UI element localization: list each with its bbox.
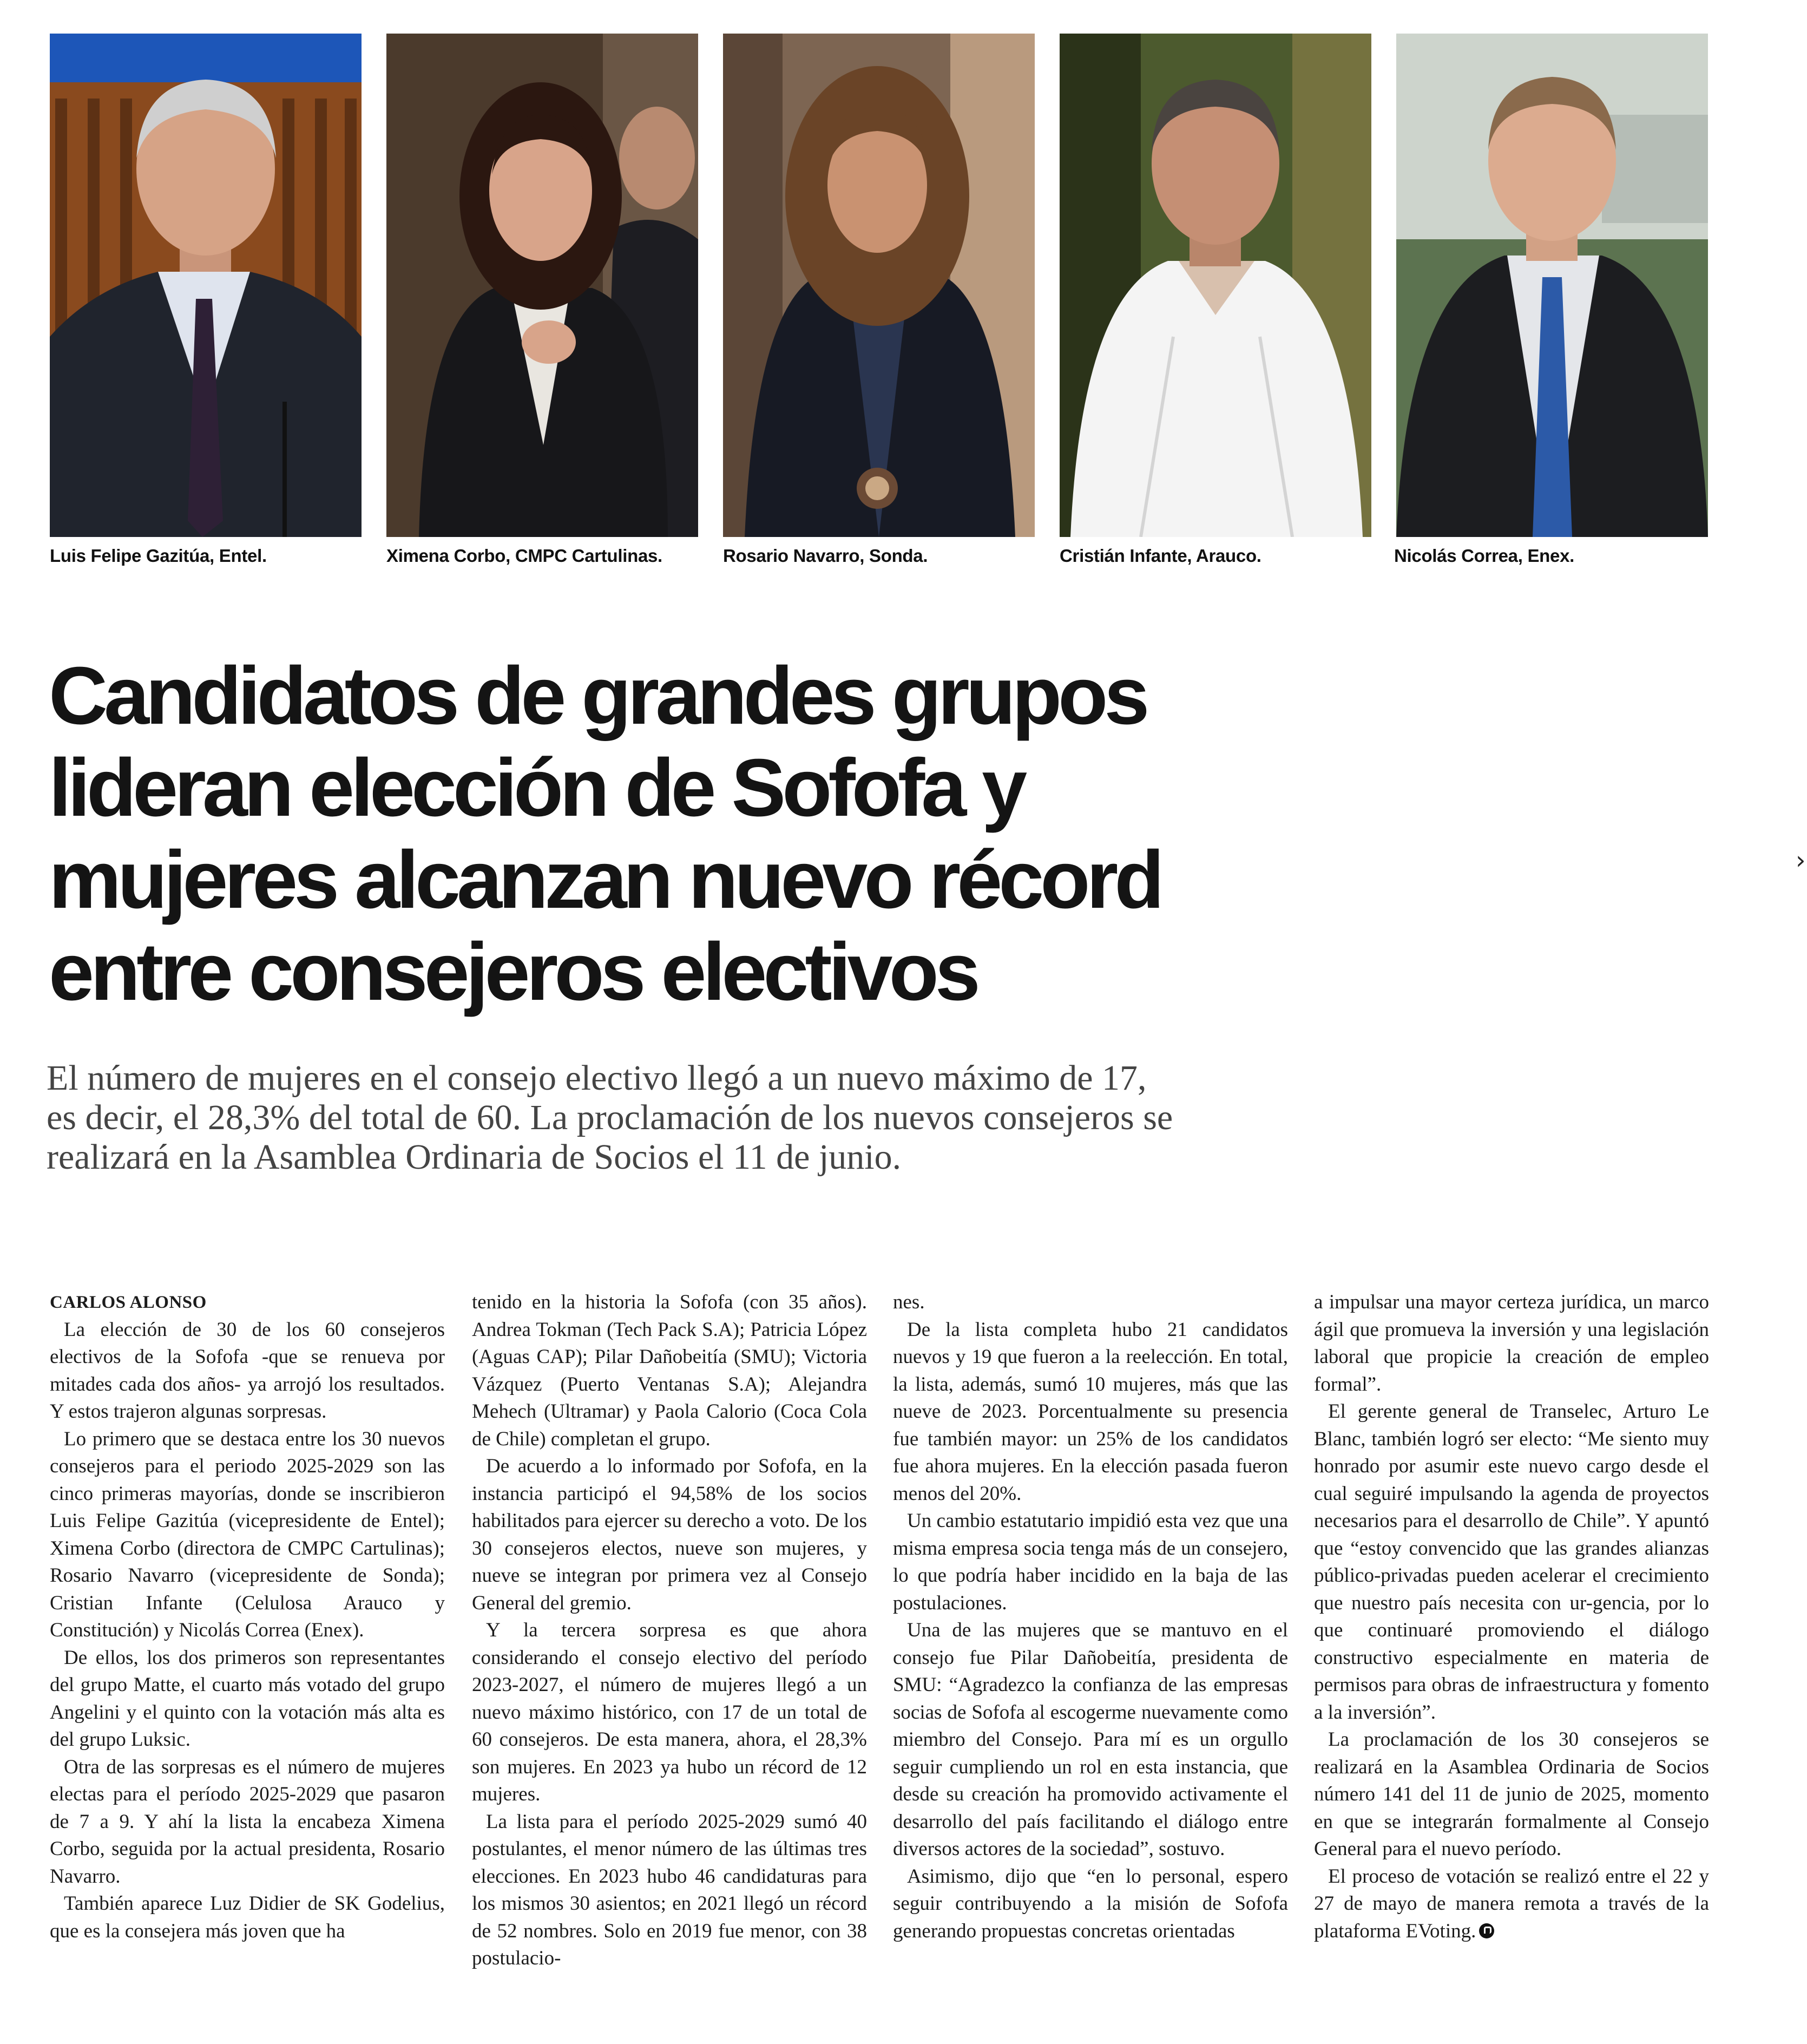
paragraph: También aparece Luz Didier de SK Godelius, que es la consejera más joven que ha [50, 1892, 445, 1942]
deck-line: realizará en la Asamblea Ordinaria de Socios el 11 de junio. [47, 1137, 902, 1177]
paragraph: De acuerdo a lo informado por Sofofa, en la instancia participó el 94,58% de los socios habilitados para ejercer su derecho a voto. De los 30 consejeros electos, nueve son mujeres, y nueve se integran por primera vez al Consejo General del gremio. [472, 1455, 867, 1614]
paragraph: De la lista completa hubo 21 candidatos nuevos y 19 que fueron a la reelección. En total, la lista, además, sumó 10 mujeres, más que las nueve de 2023. Porcentualmente su presencia fue también mayor: un 25% de los candidatos fue ahora mujeres. En la elección pasada fueron menos del 20%. [893, 1318, 1288, 1505]
article-column-1 [50, 1289, 445, 1945]
photo-luis-felipe-gazitua [50, 34, 362, 537]
paragraph: La proclamación de los 30 consejeros se realizará en la Asamblea Ordinaria de Socios número 141 del 11 de junio de 2025, momento en que se integrarán formalmente al Consejo General para el nuevo período. [1314, 1728, 1709, 1860]
paragraph: Otra de las sorpresas es el número de mujeres electas para el período 2025-2029 que pasaron de 7 a 9. Y ahí la lista la encabeza Ximena Corbo, seguida por la actual presidenta, Rosario Navarro. [50, 1755, 445, 1888]
paragraph: Lo primero que se destaca entre los 30 nuevos consejeros para el periodo 2025-2029 son las cinco primeras mayorías, donde se inscribieron Luis Felipe Gazitúa (vicepresidente de Entel); Ximena Corbo (directora de CMPC Cartulinas); Rosario Navarro (vicepresidente de Sonda); Cristian Infante (Celulosa Arauco y Constitución) y Nicolás Correa (Enex). [50, 1427, 445, 1641]
chevron-right-icon: › [1796, 846, 1806, 875]
portrait-image [386, 34, 698, 537]
headline-line: mujeres alcanzan nuevo récord [49, 834, 1161, 925]
paragraph: tenido en la historia la Sofofa (con 35 años). Andrea Tokman (Tech Pack S.A); Patricia López (Aguas CAP); Pilar Dañobeitía (SMU); Victoria Vázquez (Puerto Ventanas S.A); Alejandra Mehech (Ultramar) y Paola Calorio (Coca Cola de Chile) completan el grupo. [472, 1291, 867, 1450]
article-column-3 [893, 1289, 1288, 1945]
photo-caption: Cristián Infante, Arauco. [1060, 546, 1261, 566]
paragraph: nes. [893, 1291, 925, 1313]
portrait-image [1060, 34, 1371, 537]
article-column-2 [472, 1289, 867, 1973]
portrait-image [50, 34, 362, 537]
headline-line: lideran elección de Sofofa y [49, 742, 1024, 833]
photo-caption: Luis Felipe Gazitúa, Entel. [50, 546, 267, 566]
paragraph: Y la tercera sorpresa es que ahora considerando el consejo electivo del período 2023-2027, el número de mujeres llegó a un nuevo máximo histórico, con 17 de un total de 60 consejeros. De esta manera, ahora, el 28,3% son mujeres. En 2023 ya hubo un récord de 12 mujeres. [472, 1619, 867, 1805]
deck [47, 1058, 1291, 1177]
end-of-article-icon [1479, 1923, 1494, 1938]
paragraph: La elección de 30 de los 60 consejeros electivos de la Sofofa -que se renueva por mitades cada dos años- ya arrojó los resultados. Y estos trajeron algunas sorpresas. [50, 1318, 445, 1423]
paragraph: La lista para el período 2025-2029 sumó 40 postulantes, el menor número de las últimas tres elecciones. En 2023 hubo 46 candidaturas para los mismos 30 asientos; en 2021 llegó un récord de 52 nombres. Solo en 2019 fue menor, con 38 postulacio- [472, 1810, 867, 1969]
photo-caption: Rosario Navarro, Sonda. [723, 546, 928, 566]
photo-ximena-corbo [386, 34, 698, 537]
photo-caption: Nicolás Correa, Enex. [1394, 546, 1575, 566]
article-column-4 [1314, 1289, 1709, 1945]
paragraph: De ellos, los dos primeros son representantes del grupo Matte, el cuarto más votado del grupo Angelini y el quinto con la votación más alta es del grupo Luksic. [50, 1646, 445, 1751]
deck-line: El número de mujeres en el consejo electivo llegó a un nuevo máximo de 17, [47, 1058, 1147, 1098]
paragraph-text: El proceso de votación se realizó entre el 22 y 27 de mayo de manera remota a través de la plataforma EVoting. [1314, 1865, 1709, 1942]
headline [49, 650, 1293, 1018]
photo-rosario-navarro [723, 34, 1035, 537]
paragraph [1314, 1863, 1709, 1945]
photo-cristian-infante [1060, 34, 1371, 537]
photo-caption: Ximena Corbo, CMPC Cartulinas. [386, 546, 662, 566]
paragraph: Un cambio estatutario impidió esta vez que una misma empresa socia tenga más de un consejero, lo que podría haber incidido en la baja de las postulaciones. [893, 1510, 1288, 1614]
deck-line: es decir, el 28,3% del total de 60. La proclamación de los nuevos consejeros se [47, 1098, 1173, 1137]
paragraph: a impulsar una mayor certeza jurídica, un marco ágil que promueva la inversión y una legislación laboral que propicie la creación de empleo formal”. [1314, 1291, 1709, 1396]
photo-nicolas-correa [1396, 34, 1708, 537]
paragraph: Una de las mujeres que se mantuvo en el consejo fue Pilar Dañobeitía, presidenta de SMU: “Agradezco la confianza de las empresas socias de Sofofa al escogerme nuevamente como miembro del Consejo. Para mí es un orgullo seguir cumpliendo un rol en esta instancia, que desde su creación ha promovido activamente el desarrollo del país facilitando el diálogo entre diversos actores de la sociedad”, sostuvo. [893, 1619, 1288, 1860]
paragraph: El gerente general de Transelec, Arturo Le Blanc, también logró ser electo: “Me siento muy honrado por asumir este nuevo cargo desde el cual seguiré impulsando la agenda de proyectos necesarios para el desarrollo de Chile”. Y apuntó que “estoy convencido que las grandes alianzas público-privadas pueden acelerar el crecimiento que nuestro país necesita con ur-gencia, por lo que continuaré promoviendo el diálogo constructivo especialmente en materia de permisos para obras de infraestructura y fomento a la inversión”. [1314, 1400, 1709, 1724]
headline-line: entre consejeros electivos [49, 926, 977, 1017]
portrait-image [723, 34, 1035, 537]
headline-line: Candidatos de grandes grupos [49, 650, 1146, 741]
byline: CARLOS ALONSO [50, 1293, 207, 1312]
portrait-image [1396, 34, 1708, 537]
paragraph: Asimismo, dijo que “en lo personal, espero seguir contribuyendo a la misión de Sofofa generando propuestas concretas orientadas [893, 1865, 1288, 1942]
